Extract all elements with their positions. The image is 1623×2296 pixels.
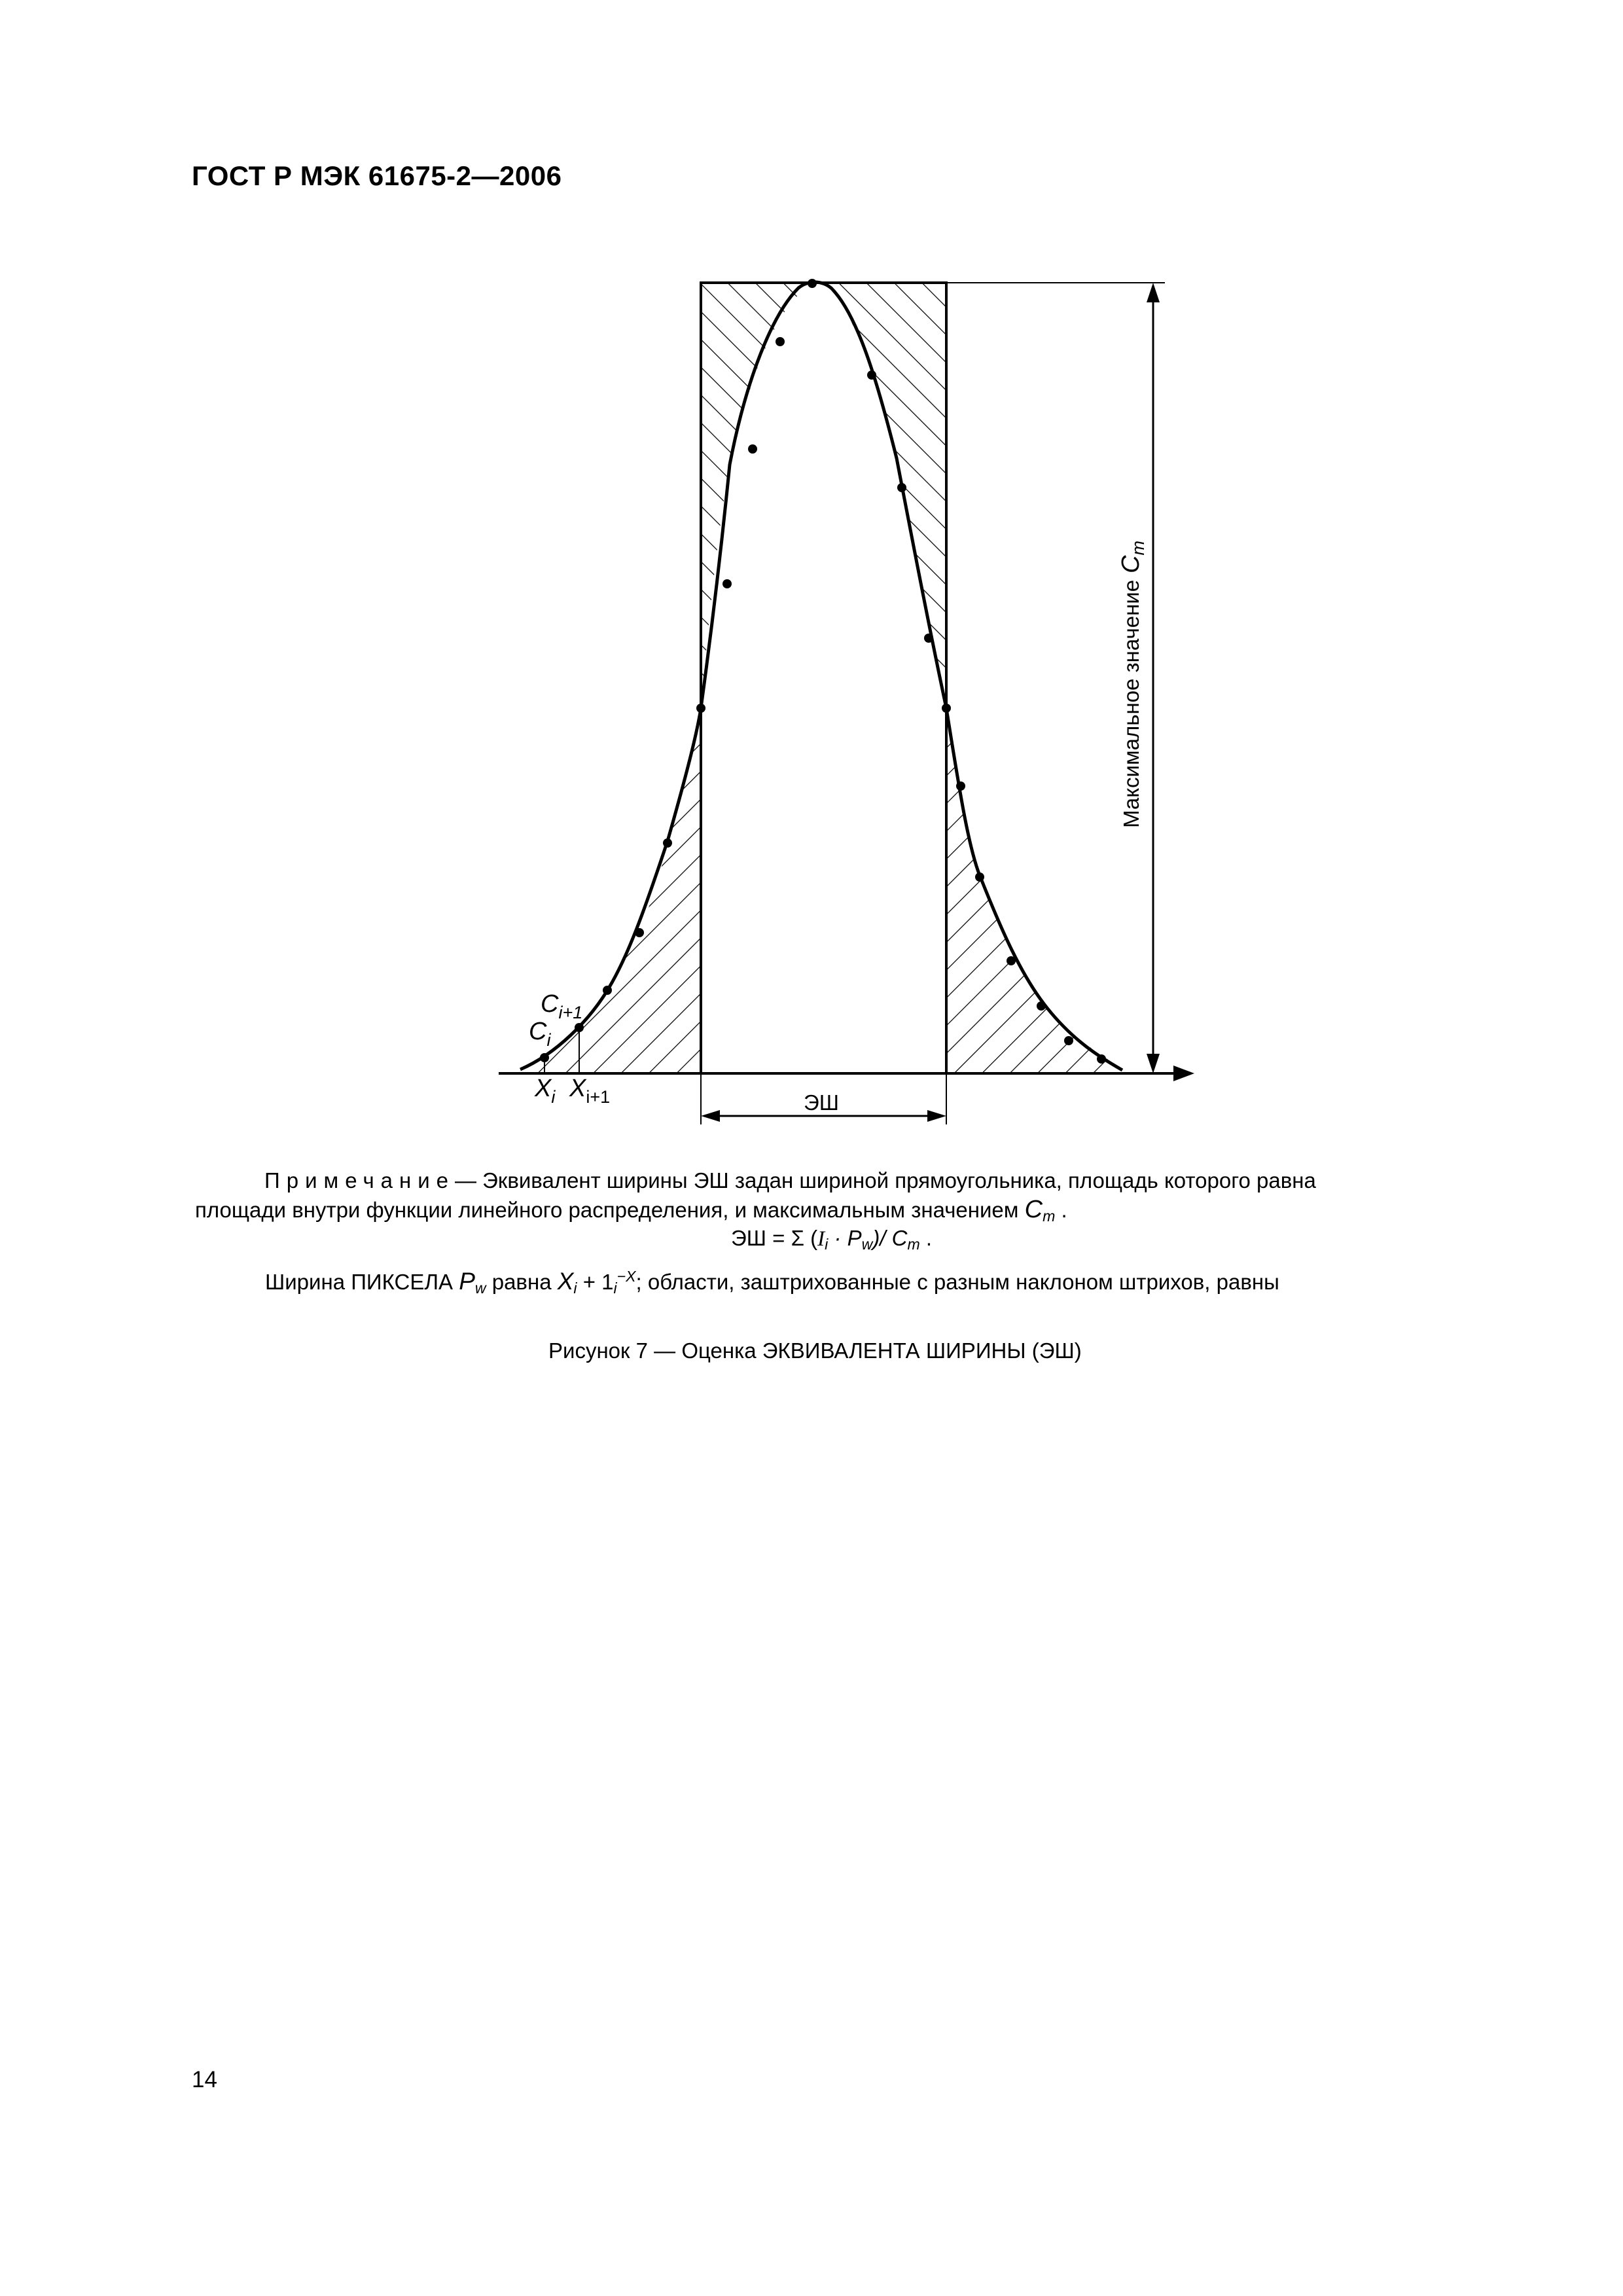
label-x-i: $X_i$ bbox=[535, 1075, 556, 1107]
note-line-2 bbox=[195, 1195, 1497, 1230]
sample-points bbox=[540, 279, 1106, 1064]
note-cm-symbol: C bbox=[1024, 1196, 1043, 1223]
hatch-top-right bbox=[815, 283, 946, 708]
cm-arrow-top bbox=[1147, 283, 1160, 302]
hatch-tail-right bbox=[946, 708, 1122, 1073]
document-header: ГОСТ Р МЭК 61675-2—2006 bbox=[192, 160, 562, 191]
label-esh: ЭШ bbox=[804, 1090, 839, 1115]
hatch-tail-left bbox=[527, 708, 701, 1073]
note-label: Примечание bbox=[264, 1168, 455, 1193]
x-axis-arrow bbox=[1173, 1066, 1194, 1081]
label-c-i1: $C_{i+1}$ bbox=[541, 990, 583, 1022]
hatch-top-left bbox=[701, 283, 815, 708]
note-line1-text: — Эквивалент ширины ЭШ задан шириной прямоугольника, площадь которого равна bbox=[455, 1168, 1316, 1193]
cm-arrow-bottom bbox=[1147, 1054, 1160, 1073]
note-line2-end: . bbox=[1055, 1198, 1067, 1222]
line-spread-curve bbox=[520, 282, 1122, 1070]
label-max-value: Максимальное значениеC$_m$ bbox=[1117, 540, 1148, 828]
pixel-width-line: Ширина ПИКСЕЛА $P_w$ равна $X_i + 1_i^{-X}$; области, заштрихованные с разным наклоном штрихов, равны bbox=[265, 1268, 1279, 1297]
label-x-i1: $X_{i+1}$ bbox=[569, 1075, 611, 1107]
esh-arrow-left bbox=[701, 1110, 720, 1122]
figure-caption: Рисунок 7 — Оценка ЭКВИВАЛЕНТА ШИРИНЫ (ЭШ) bbox=[548, 1338, 1082, 1363]
esh-formula: ЭШ = Σ $(I_i \cdot P_w)/$ $C_m$ . bbox=[731, 1226, 933, 1253]
note-line2-text: площади внутри функции линейного распределения, и максимальным значением bbox=[195, 1198, 1019, 1222]
note-cm-sub: m bbox=[1043, 1208, 1056, 1225]
note-line-1 bbox=[195, 1166, 1497, 1195]
label-c-i: $C_i$ bbox=[529, 1018, 551, 1050]
page-number: 14 bbox=[192, 2067, 217, 2092]
esh-arrow-right bbox=[927, 1110, 946, 1122]
